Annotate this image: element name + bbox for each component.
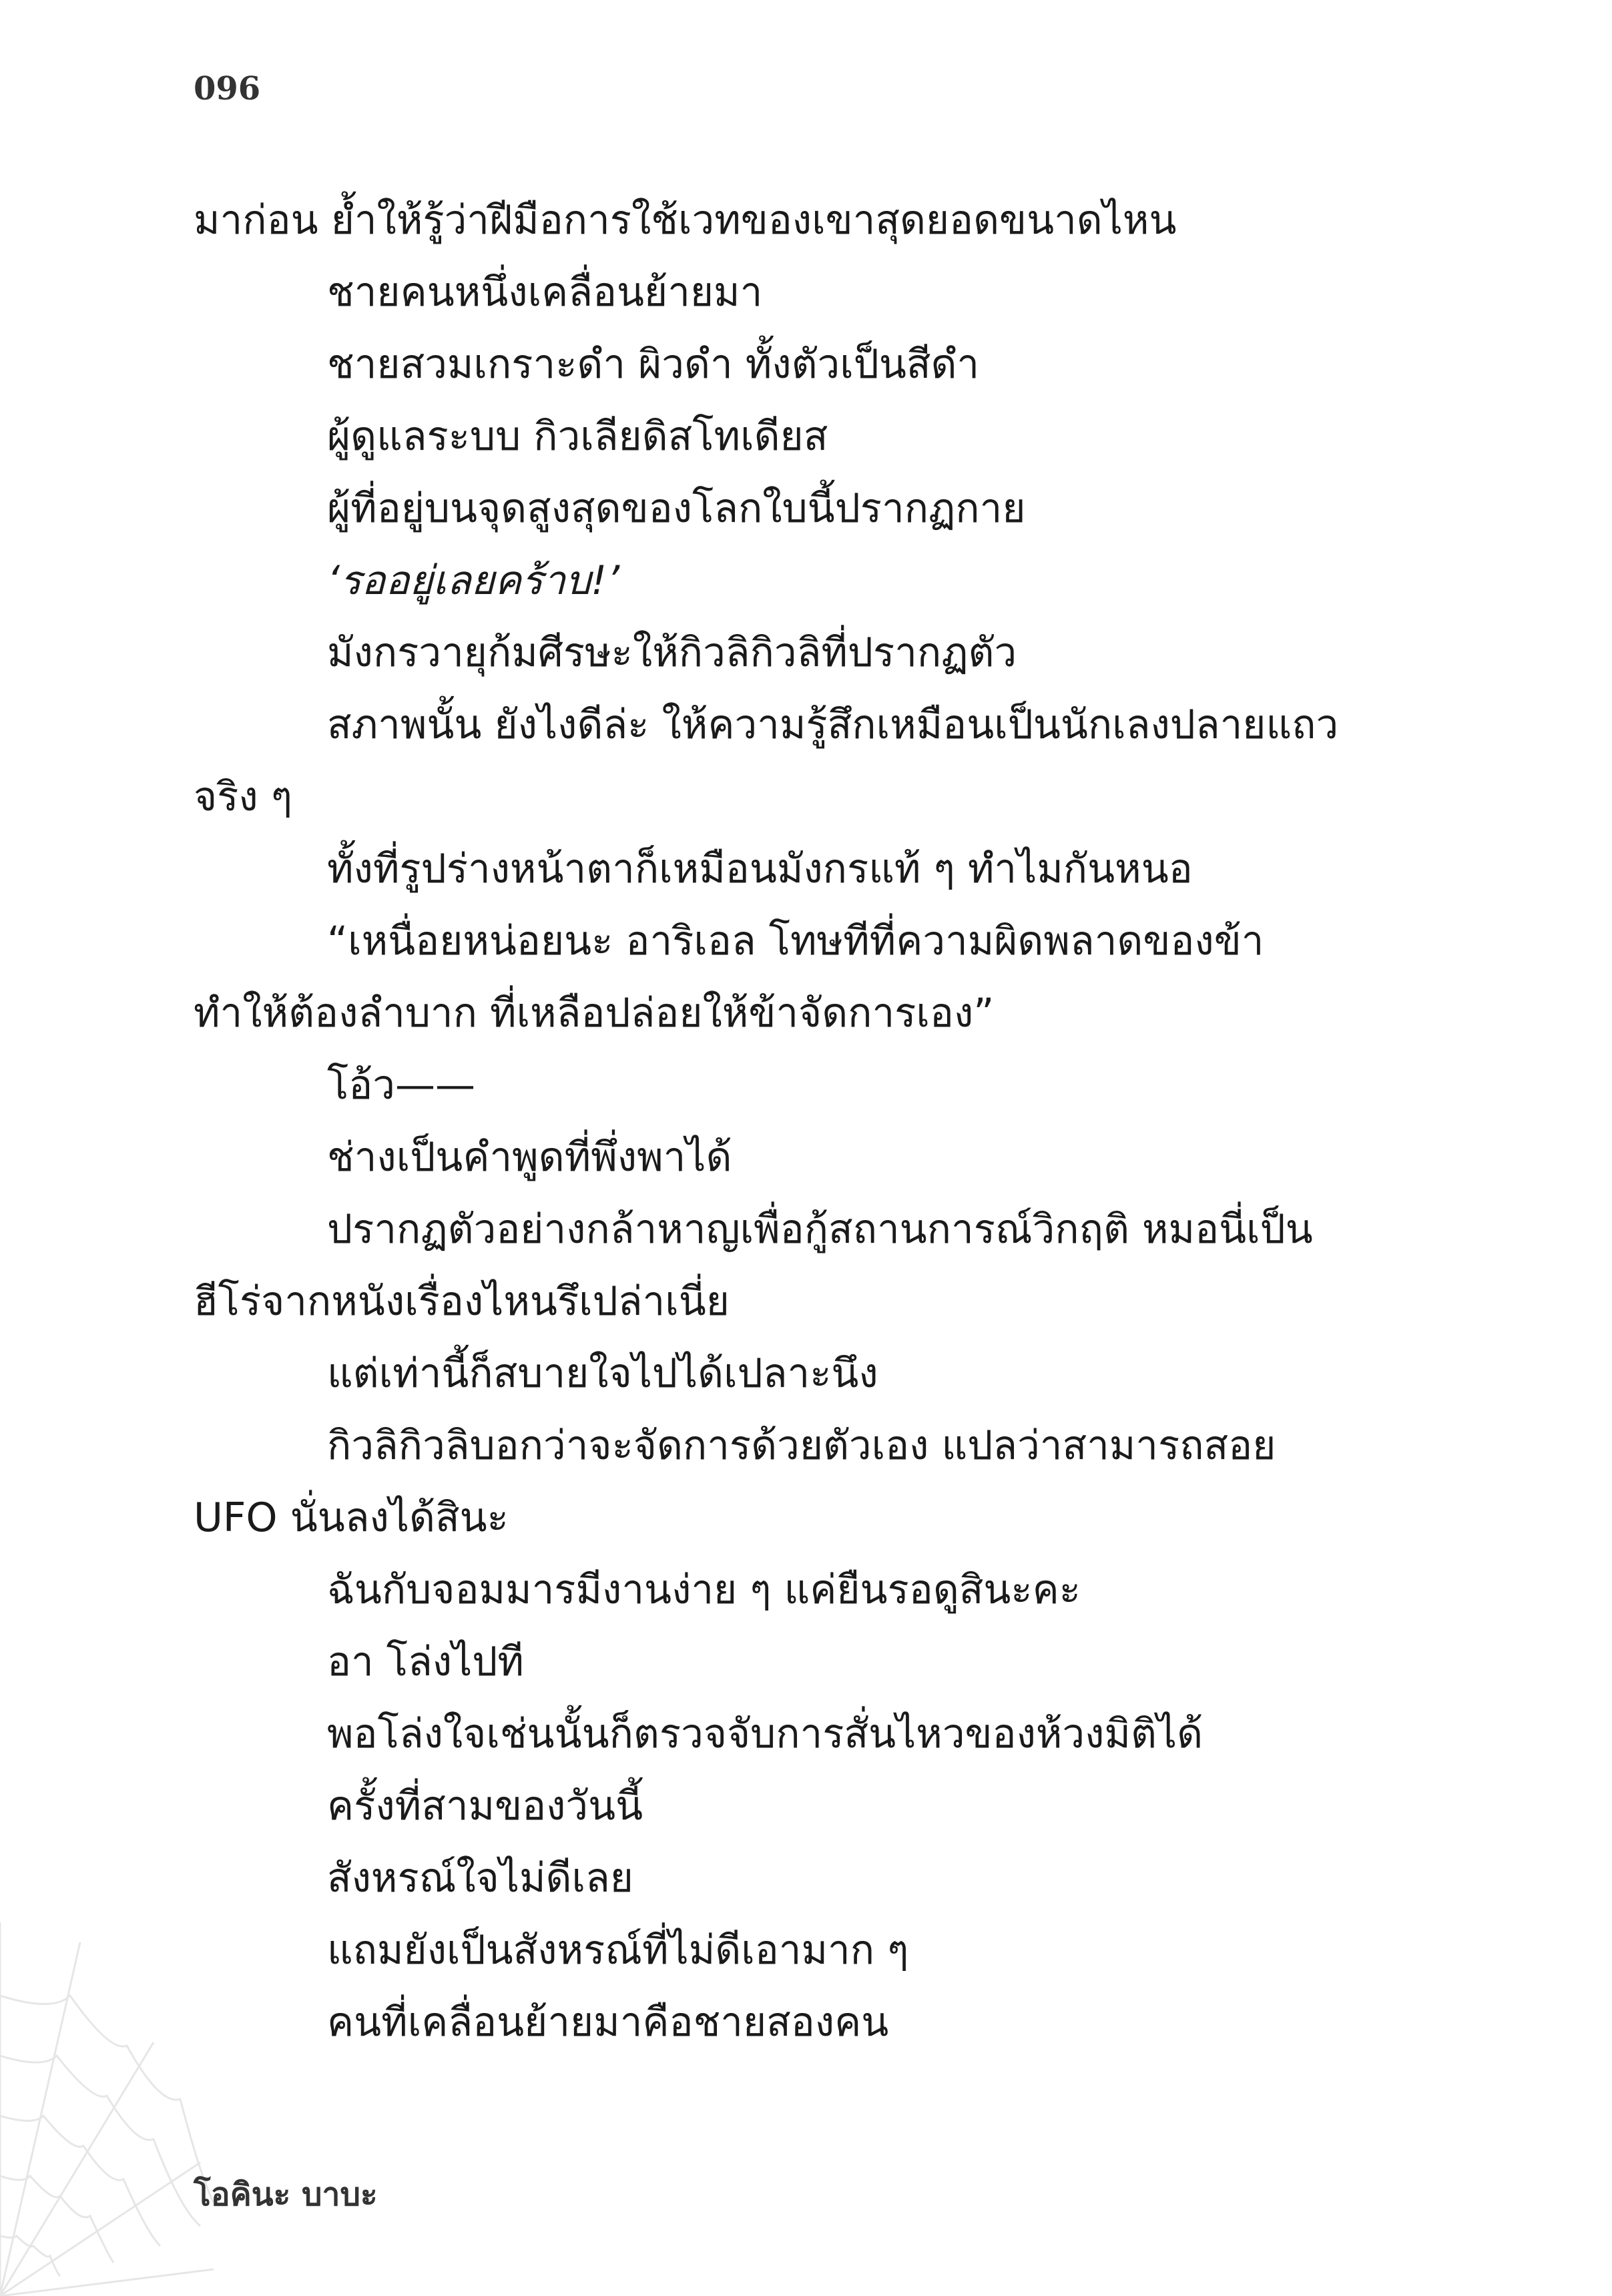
text-line: มาก่อน ย้ำให้รู้ว่าฝีมือการใช้เวทของเขาสุดยอดขนาดไหน <box>194 197 1177 244</box>
text-line: คนที่เคลื่อนย้ายมาคือชายสองคน <box>327 1999 889 2046</box>
text-line: แต่เท่านี้ก็สบายใจไปได้เปลาะนึง <box>327 1350 878 1397</box>
text-line: ครั้งที่สามของวันนี้ <box>327 1783 643 1829</box>
text-line: ช่างเป็นคำพูดที่พึ่งพาได้ <box>327 1134 732 1181</box>
text-line: ผู้ที่อยู่บนจุดสูงสุดของโลกใบนี้ปรากฏกาย <box>327 485 1026 532</box>
text-line: ฉันกับจอมมารมีงานง่าย ๆ แค่ยืนรอดูสินะคะ <box>327 1566 1081 1613</box>
text-line: สภาพนั้น ยังไงดีล่ะ ให้ความรู้สึกเหมือนเป็นนักเลงปลายแถว <box>327 701 1339 748</box>
spider-web-icon <box>0 1922 214 2296</box>
text-line: มังกรวายุก้มศีรษะให้กิวลิกิวลิที่ปรากฏตัว <box>327 629 1017 676</box>
text-line: อา โล่งไปที <box>327 1639 524 1685</box>
book-author: โอคินะ บาบะ <box>194 2176 378 2213</box>
text-line: “เหนื่อยหน่อยนะ อาริเอล โทษทีที่ความผิดพลาดของข้า <box>327 918 1264 964</box>
text-line: ปรากฏตัวอย่างกล้าหาญเพื่อกู้สถานการณ์วิกฤติ หมอนี่เป็น <box>327 1206 1313 1253</box>
text-line: โอ้ว—— <box>327 1062 475 1109</box>
page-number: 096 <box>194 70 261 107</box>
text-line: ทั้งที่รูปร่างหน้าตาก็เหมือนมังกรแท้ ๆ ทำไมกันหนอ <box>327 846 1193 892</box>
text-line: แถมยังเป็นสังหรณ์ที่ไม่ดีเอามาก ๆ <box>327 1927 909 1974</box>
text-line: ทำให้ต้องลำบาก ที่เหลือปล่อยให้ข้าจัดการเอง” <box>194 990 995 1037</box>
text-line: ชายสวมเกราะดำ ผิวดำ ทั้งตัวเป็นสีดำ <box>327 341 980 388</box>
text-line: ฮีโร่จากหนังเรื่องไหนรึเปล่าเนี่ย <box>194 1278 730 1325</box>
text-line: จริง ๆ <box>194 774 292 820</box>
text-line: UFO นั่นลงได้สินะ <box>194 1494 509 1541</box>
text-line: พอโล่งใจเช่นนั้นก็ตรวจจับการสั่นไหวของห้วงมิติได้ <box>327 1711 1203 1757</box>
text-line: ชายคนหนึ่งเคลื่อนย้ายมา <box>327 269 763 316</box>
text-line: กิวลิกิวลิบอกว่าจะจัดการด้วยตัวเอง แปลว่าสามารถสอย <box>327 1422 1276 1469</box>
text-line: ผู้ดูแลระบบ กิวเลียดิสโทเดียส <box>327 413 828 460</box>
text-line: สังหรณ์ใจไม่ดีเลย <box>327 1855 633 1902</box>
text-line: ‘รออยู่เลยคร้าบ!’ <box>327 557 620 604</box>
